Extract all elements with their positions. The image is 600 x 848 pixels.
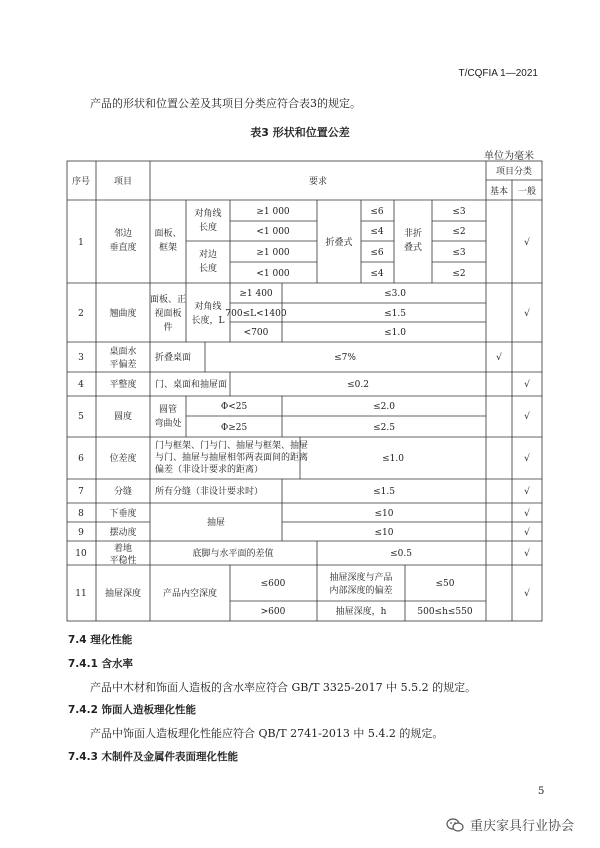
row2-sub-line2: 视面板 — [154, 309, 182, 319]
table-unit: 单位为毫米 — [484, 151, 534, 162]
row1-seq: 1 — [78, 238, 84, 248]
row-1 — [78, 207, 530, 279]
row1-item-line2: 垂直度 — [109, 243, 137, 253]
row1-sub-line1: 面板、 — [154, 229, 182, 239]
header-classification: 项目分类 — [495, 167, 533, 177]
row5-t1: ≤2.0 — [373, 402, 395, 412]
row2-v3: <700 — [243, 328, 269, 338]
row6-seq: 6 — [78, 454, 84, 464]
row1-adj-line2: 长度 — [198, 264, 218, 274]
row3-item-line2: 平偏差 — [109, 360, 137, 370]
row2-v1: ≥1 400 — [239, 289, 273, 299]
document-code: T/CQFIA 1—2021 — [458, 68, 538, 79]
row1-n1: ≤3 — [452, 207, 466, 217]
row11-depth-value: 500≤h≤550 — [417, 607, 473, 617]
row6-item: 位差度 — [109, 454, 137, 464]
row1-diag-line2: 长度 — [198, 223, 218, 233]
row1-n3: ≤3 — [452, 248, 466, 258]
row1-diag-line1: 对角线 — [194, 209, 222, 219]
table-title: 表3 形状和位置公差 — [250, 126, 350, 139]
row-7 — [78, 485, 530, 497]
paragraph-7-4-2: 产品中饰面人造板理化性能应符合 QB/T 2741-2013 中 5.4.2 的规定。 — [90, 727, 444, 740]
row2-seq: 2 — [78, 309, 84, 319]
row1-mark: √ — [524, 238, 530, 248]
row5-sub-line1: 圆管 — [158, 405, 178, 415]
row6-sub-line1: 门与框架、门与门、抽屉与框架、抽屉 — [155, 441, 309, 451]
row2-cond-line1: 对角线 — [194, 302, 222, 312]
row10-seq: 10 — [75, 549, 87, 559]
row6-tolerance: ≤1.0 — [382, 454, 404, 464]
row7-sub: 所有分缝（非设计要求时） — [155, 487, 264, 497]
row10-item-line1: 着地 — [113, 544, 133, 554]
watermark — [446, 815, 574, 834]
row5-v1: Φ<25 — [220, 402, 248, 412]
header-seq: 序号 — [71, 177, 91, 187]
row3-seq: 3 — [78, 353, 84, 363]
row6-sub-line2: 与门、抽屉与抽屉相邻两表面间的距离 — [155, 453, 309, 463]
row7-mark: √ — [524, 487, 530, 497]
row2-sub-line3: 件 — [163, 323, 173, 333]
row10-item-line2: 平稳性 — [109, 556, 137, 566]
row3-tolerance: ≤7% — [334, 353, 356, 363]
row11-dev-line2: 内部深度的偏差 — [329, 586, 393, 596]
row10-tolerance: ≤0.5 — [390, 549, 412, 559]
row2-t3: ≤1.0 — [384, 328, 406, 338]
row5-t2: ≤2.5 — [373, 423, 395, 433]
section-7-4-2: 7.4.2 饰面人造板理化性能 — [68, 704, 197, 716]
table-grid — [67, 161, 542, 621]
row11-item: 抽屉深度 — [104, 589, 142, 599]
row10-mark: √ — [524, 549, 530, 559]
row1-v1: ≥1 000 — [256, 207, 290, 217]
row8-tolerance: ≤10 — [374, 509, 394, 519]
row9-seq: 9 — [78, 528, 84, 538]
watermark-text: 重庆家具行业协会 — [470, 819, 575, 834]
row4-seq: 4 — [78, 380, 84, 390]
row1-n4: ≤2 — [452, 269, 466, 279]
row11-dev-value: ≤50 — [435, 579, 455, 589]
row1-nonfold-line2: 叠式 — [403, 243, 423, 253]
header-requirement: 要求 — [308, 177, 328, 187]
row9-tolerance: ≤10 — [374, 528, 394, 538]
section-7-4-3: 7.4.3 木制件及金属件表面理化性能 — [68, 751, 239, 763]
row5-v2: Φ≥25 — [220, 423, 248, 433]
table-header-texts — [72, 165, 536, 197]
wechat-icon — [446, 818, 464, 832]
row2-sub-line1: 面板、正 — [149, 295, 187, 305]
row8-seq: 8 — [78, 509, 84, 519]
row11-mark: √ — [524, 589, 530, 599]
row1-adj-line1: 对边 — [198, 250, 218, 260]
row2-t2: ≤1.5 — [384, 309, 406, 319]
section-7-4: 7.4 理化性能 — [68, 634, 133, 646]
row-6 — [78, 439, 530, 475]
header-basic: 基本 — [489, 187, 509, 197]
row2-cond-line2: 长度，L — [191, 316, 225, 326]
row4-mark: √ — [524, 380, 530, 390]
row1-v2: <1 000 — [256, 227, 290, 237]
page-number: 5 — [538, 786, 545, 797]
row11-seq: 11 — [75, 589, 87, 599]
row5-item: 圆度 — [113, 412, 133, 422]
row-2 — [78, 289, 530, 338]
row7-item: 分缝 — [113, 487, 133, 497]
header-item: 项目 — [113, 177, 133, 187]
row8-item: 下垂度 — [109, 509, 137, 519]
row3-mark: √ — [496, 353, 502, 363]
row9-item: 摆动度 — [109, 528, 137, 538]
row1-t4: ≤4 — [370, 269, 384, 279]
row4-sub: 门、桌面和抽屉面 — [155, 380, 228, 390]
row11-v1: ≤600 — [260, 579, 286, 589]
row1-t1: ≤6 — [370, 207, 384, 217]
row9-mark: √ — [524, 528, 530, 538]
row8-mark: √ — [524, 509, 530, 519]
row3-item-line1: 桌面水 — [109, 347, 137, 357]
row1-item-line1: 邻边 — [113, 229, 133, 239]
row1-t2: ≤4 — [370, 227, 384, 237]
section-7-4-1: 7.4.1 含水率 — [68, 658, 134, 670]
row1-nonfold-line1: 非折 — [403, 229, 423, 239]
row-11 — [75, 571, 530, 617]
row1-n2: ≤2 — [452, 227, 466, 237]
row11-v2: >600 — [260, 607, 286, 617]
paragraph-7-4-1: 产品中木材和饰面人造板的含水率应符合 GB/T 3325-2017 中 5.5.2 的规定。 — [90, 681, 477, 694]
row1-v4: <1 000 — [256, 269, 290, 279]
row10-sub: 底脚与水平面的差值 — [192, 549, 274, 559]
intro-paragraph: 产品的形状和位置公差及其项目分类应符合表3的规定。 — [90, 97, 361, 110]
row-8-9 — [78, 507, 530, 538]
row11-dev-line1: 抽屉深度与产品 — [329, 573, 393, 583]
header-general: 一般 — [517, 187, 537, 197]
row6-mark: √ — [524, 454, 530, 464]
row4-item: 平整度 — [109, 380, 137, 390]
row6-sub-line3: 偏差（非设计要求的距离） — [155, 465, 264, 475]
row2-v2: 700≤L<1400 — [225, 309, 287, 319]
row1-sub-line2: 框架 — [158, 243, 178, 253]
row4-tolerance: ≤0.2 — [347, 380, 369, 390]
row8-sub: 抽屉 — [206, 518, 226, 528]
row-10 — [75, 542, 530, 566]
row3-sub: 折叠桌面 — [155, 353, 192, 363]
row11-sub: 产品内空深度 — [162, 589, 218, 599]
row1-fold: 折叠式 — [325, 238, 353, 248]
row2-mark: √ — [524, 309, 530, 319]
row1-t3: ≤6 — [370, 248, 384, 258]
row5-sub-line2: 弯曲处 — [154, 419, 182, 429]
row2-t1: ≤3.0 — [384, 289, 406, 299]
row5-seq: 5 — [78, 412, 84, 422]
row-3 — [78, 345, 502, 370]
row7-tolerance: ≤1.5 — [373, 487, 395, 497]
row-4 — [78, 378, 530, 390]
row1-v3: ≥1 000 — [256, 248, 290, 258]
row2-item: 翘曲度 — [109, 309, 137, 319]
row7-seq: 7 — [78, 487, 84, 497]
row-5 — [78, 402, 530, 433]
row5-mark: √ — [524, 412, 530, 422]
row11-depth: 抽屉深度，h — [335, 607, 387, 617]
